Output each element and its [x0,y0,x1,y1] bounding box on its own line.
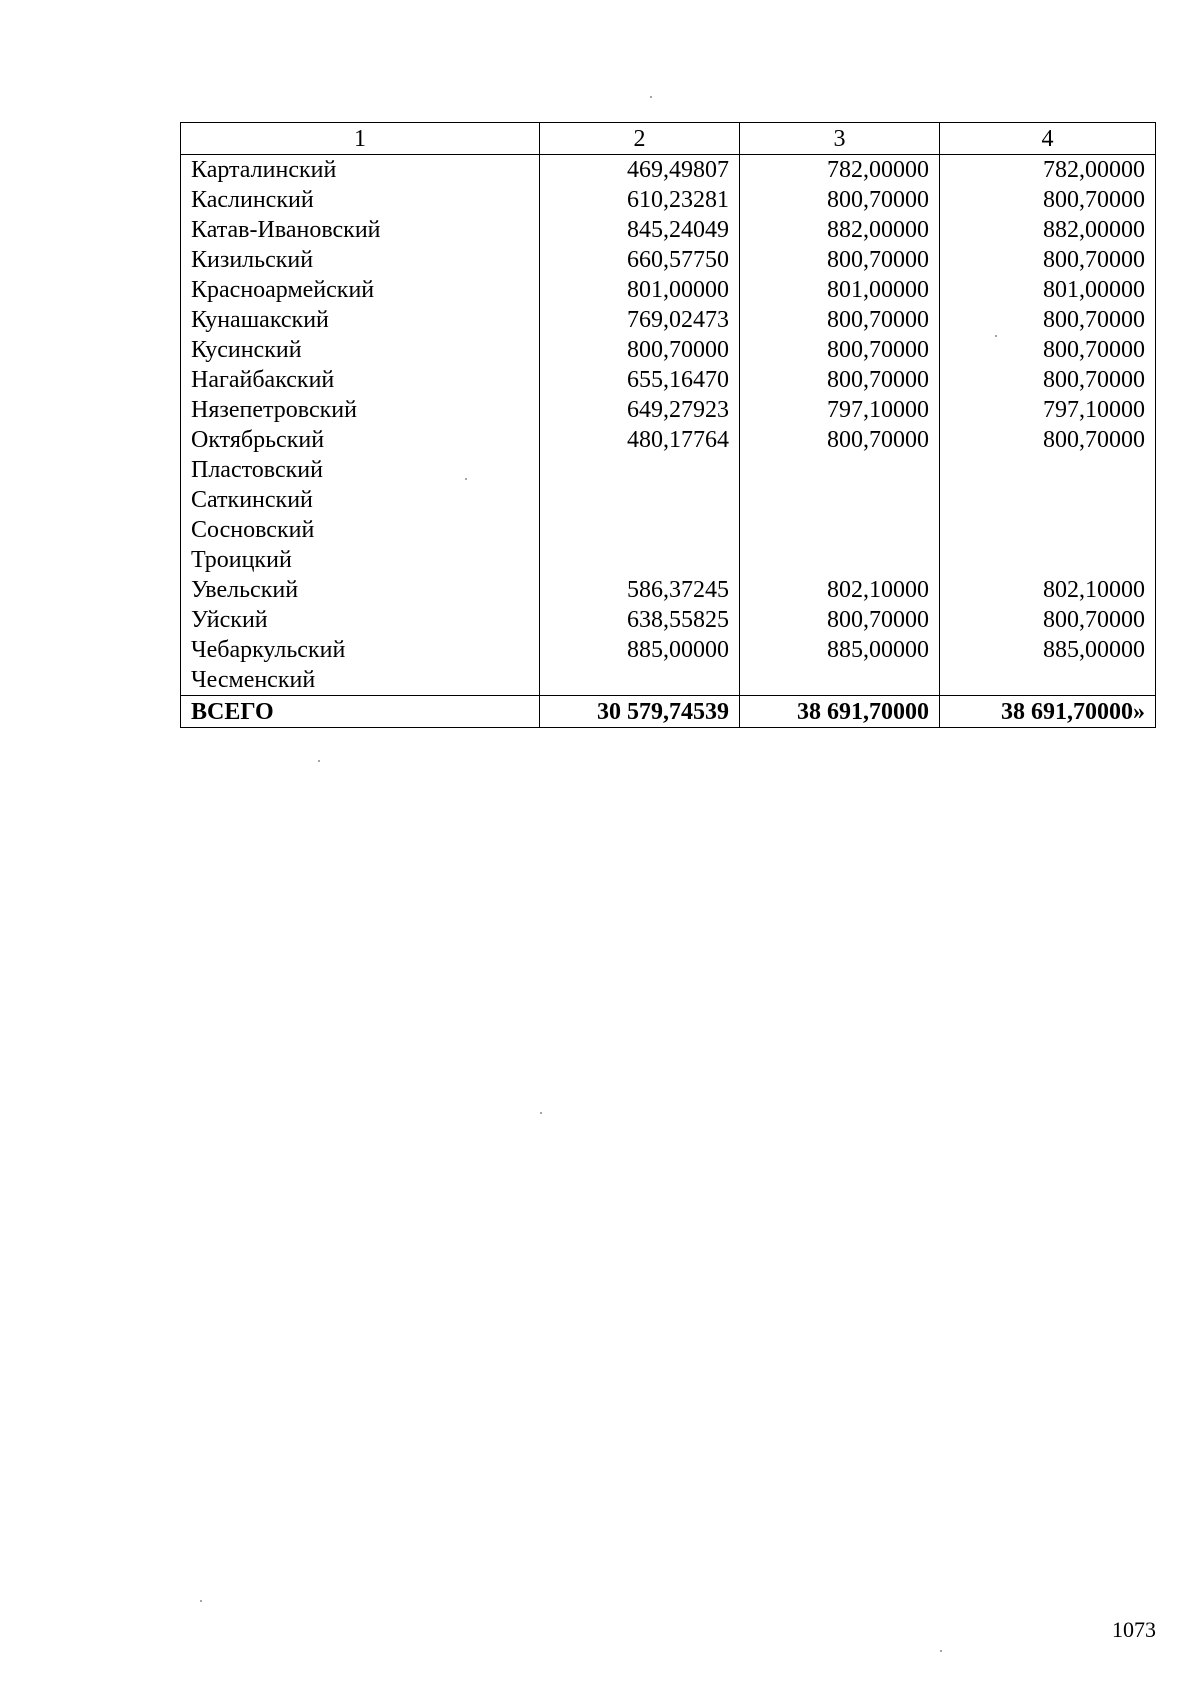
value-cell: 782,00000 [740,155,940,186]
district-name-cell: Кусинский [181,335,540,365]
table-row [181,665,1156,696]
district-name-cell: Чесменский [181,665,540,696]
value-cell: 586,37245 [540,575,740,605]
value-cell: 885,00000 [740,635,940,665]
district-name-cell: Карталинский [181,155,540,186]
table-row [181,245,1156,275]
district-name-cell: Уйский [181,605,540,635]
total-value: 38 691,70000 [740,696,940,728]
value-cell: 800,70000 [940,605,1156,635]
value-cell: 800,70000 [940,185,1156,215]
table-row [181,215,1156,245]
value-cell: 800,70000 [740,335,940,365]
value-cell: 800,70000 [740,365,940,395]
total-value: 38 691,70000» [940,696,1156,728]
district-name-cell: Троицкий [181,545,540,575]
table-row [181,635,1156,665]
table-row [181,455,1156,485]
scan-speck [318,760,320,762]
district-name-cell: Октябрьский [181,425,540,455]
district-name-cell: Саткинский [181,485,540,515]
data-table [180,122,1156,728]
value-cell [940,665,1156,696]
value-cell: 802,10000 [940,575,1156,605]
value-cell: 800,70000 [940,425,1156,455]
table-row [181,605,1156,635]
value-cell [940,545,1156,575]
district-name-cell: Нагайбакский [181,365,540,395]
value-cell [740,455,940,485]
value-cell [740,515,940,545]
district-name-cell: Кизильский [181,245,540,275]
page-number: 1073 [1112,1617,1156,1642]
table-row [181,275,1156,305]
value-cell: 769,02473 [540,305,740,335]
value-cell: 800,70000 [740,185,940,215]
table-row [181,335,1156,365]
value-cell: 800,70000 [940,335,1156,365]
value-cell [940,455,1156,485]
value-cell: 797,10000 [940,395,1156,425]
table-row [181,305,1156,335]
value-cell: 782,00000 [940,155,1156,186]
value-cell: 885,00000 [540,635,740,665]
column-header: 1 [181,123,540,155]
value-cell: 800,70000 [740,245,940,275]
table-row [181,425,1156,455]
value-cell: 800,70000 [940,305,1156,335]
table-row [181,575,1156,605]
value-cell: 610,23281 [540,185,740,215]
total-label: ВСЕГО [181,696,540,728]
value-cell: 638,55825 [540,605,740,635]
value-cell [740,485,940,515]
value-cell: 802,10000 [740,575,940,605]
table-row [181,545,1156,575]
value-cell: 845,24049 [540,215,740,245]
value-cell: 882,00000 [940,215,1156,245]
scan-speck [465,478,467,480]
value-cell [540,515,740,545]
value-cell: 801,00000 [740,275,940,305]
table-row [181,485,1156,515]
value-cell: 800,70000 [540,335,740,365]
value-cell: 655,16470 [540,365,740,395]
table-body [181,155,1156,696]
value-cell: 800,70000 [740,605,940,635]
district-name-cell: Нязепетровский [181,395,540,425]
value-cell: 800,70000 [940,245,1156,275]
district-name-cell: Пластовский [181,455,540,485]
value-cell [940,485,1156,515]
table-row [181,395,1156,425]
value-cell: 469,49807 [540,155,740,186]
district-name-cell: Кунашакский [181,305,540,335]
scan-speck [940,1650,942,1652]
total-value: 30 579,74539 [540,696,740,728]
value-cell: 480,17764 [540,425,740,455]
value-cell: 800,70000 [940,365,1156,395]
district-name-cell: Каслинский [181,185,540,215]
value-cell: 882,00000 [740,215,940,245]
value-cell: 885,00000 [940,635,1156,665]
scan-speck [650,96,652,98]
total-row [181,696,1156,728]
value-cell: 649,27923 [540,395,740,425]
district-name-cell: Сосновский [181,515,540,545]
table-row [181,365,1156,395]
column-header: 3 [740,123,940,155]
value-cell [740,665,940,696]
column-header: 4 [940,123,1156,155]
value-cell [940,515,1156,545]
district-name-cell: Красноармейский [181,275,540,305]
value-cell: 801,00000 [540,275,740,305]
value-cell: 660,57750 [540,245,740,275]
column-header: 2 [540,123,740,155]
district-name-cell: Чебаркульский [181,635,540,665]
value-cell [540,665,740,696]
district-name-cell: Катав-Ивановский [181,215,540,245]
table-row [181,185,1156,215]
value-cell: 801,00000 [940,275,1156,305]
value-cell: 800,70000 [740,305,940,335]
value-cell [540,485,740,515]
scan-speck [200,1600,202,1602]
table-row [181,515,1156,545]
value-cell: 797,10000 [740,395,940,425]
value-cell [740,545,940,575]
district-name-cell: Увельский [181,575,540,605]
value-cell [540,545,740,575]
value-cell [540,455,740,485]
scan-speck [995,335,997,337]
scan-speck [540,1112,542,1114]
table-header-row [181,123,1156,155]
value-cell: 800,70000 [740,425,940,455]
table-row [181,155,1156,186]
